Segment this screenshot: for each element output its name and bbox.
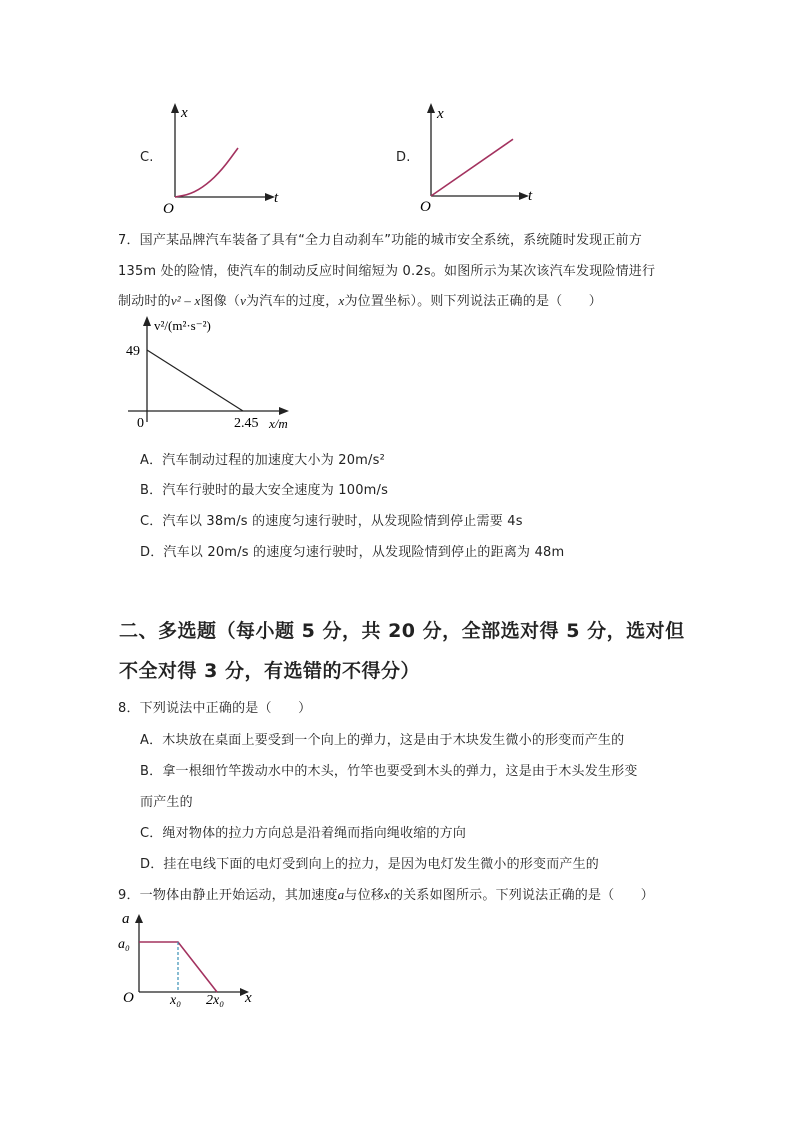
q7-line-1: 7．国产某品牌汽车装备了具有“全力自动刹车”功能的城市安全系统，系统随时发现正前方 (118, 233, 642, 248)
q9-graph-x-tick-2: 2x₀ (206, 993, 225, 1008)
q7-graph (120, 312, 300, 437)
q9-graph-x-tick-1: x₀ (170, 993, 182, 1008)
q7-line-3-c: 图像（ (200, 294, 241, 309)
q9-stem-a: 9．一物体由静止开始运动，其加速度 (118, 888, 338, 903)
q7-line-3-g: 为位置坐标）。则下列说法正确的是（ ） (344, 294, 602, 309)
q8-option-c: C．绳对物体的拉力方向总是沿着绳而指向绳收缩的方向 (140, 826, 467, 841)
graph-c-y-arrow (171, 103, 179, 113)
q7-line-3-f: x (338, 293, 345, 308)
graph-d-y-arrow (427, 103, 435, 113)
q7-line-3-a: 制动时的 (118, 294, 171, 309)
q9-stem-b: a (337, 887, 345, 902)
graph-c-curve (175, 148, 238, 197)
q7-option-a: A．汽车制动过程的加速度大小为 20m/s² (140, 453, 385, 468)
q9-graph (114, 906, 264, 1011)
graph-d-y-label: x (437, 106, 444, 122)
q9-stem (118, 884, 654, 903)
q7-line-3-b: v² – x (170, 293, 201, 308)
q8-option-b-line-2: 而产生的 (140, 795, 193, 810)
q9-graph-y-tick: a₀ (118, 937, 130, 952)
q7-graph-y-arrow (143, 316, 151, 326)
q8-option-d: D．挂在电线下面的电灯受到向上的拉力，是因为电灯发生微小的形变而产生的 (140, 857, 600, 872)
q9-graph-y-label: a (122, 911, 130, 927)
graph-d (416, 100, 546, 215)
graph-d-origin: O (420, 199, 431, 215)
q8-option-a: A．木块放在桌面上要受到一个向上的弹力，这是由于木块发生微小的形变而产生的 (140, 733, 625, 748)
q7-graph-y-label: v²/(m²·s⁻²) (154, 318, 211, 333)
q7-option-b: B．汽车行驶时的最大安全速度为 100m/s (140, 483, 389, 498)
graph-d-line (431, 139, 513, 196)
q9-stem-d: x (383, 887, 390, 902)
q7-line-3-e: 为汽车的过度， (246, 294, 339, 309)
section2-heading-line-2: 不全对得 3 分，有选错的不得分） (119, 660, 420, 682)
q9-stem-c: 与位移 (344, 888, 384, 903)
q9-graph-origin: O (123, 990, 134, 1006)
q7-graph-x-label: x/m (269, 416, 288, 431)
section2-heading-line-1: 二、多选题（每小题 5 分，共 20 分，全部选对得 5 分，选对但 (119, 620, 685, 642)
graph-c-y-label: x (181, 105, 188, 121)
q7-graph-y-tick: 49 (126, 344, 140, 359)
q8-option-b-line-1: B．拿一根细竹竿拨动水中的木头，竹竿也要受到木头的弹力，这是由于木头发生形变 (140, 764, 638, 779)
q7-graph-origin: 0 (137, 416, 144, 431)
q9-stem-e: 的关系如图所示。下列说法正确的是（ ） (389, 888, 654, 903)
q7-option-d: D．汽车以 20m/s 的速度匀速行驶时，从发现险情到停止的距离为 48m (140, 545, 565, 560)
q8-stem: 8．下列说法中正确的是（ ） (118, 701, 312, 716)
q7-graph-x-tick: 2.45 (234, 416, 259, 431)
q7-line-2: 135m 处的险情，使汽车的制动反应时间缩短为 0.2s。如图所示为某次该汽车发现险情进行 (118, 264, 656, 279)
q9-graph-x-label: x (245, 990, 252, 1006)
q7-line-3 (118, 290, 602, 309)
q9-graph-y-arrow (135, 914, 143, 923)
q7-graph-line (147, 350, 243, 411)
q7-graph-x-arrow (279, 407, 289, 415)
graph-d-x-label: t (528, 188, 533, 204)
graph-c (160, 100, 290, 215)
option-c-label: C. (140, 150, 154, 165)
q7-option-c: C．汽车以 38m/s 的速度匀速行驶时，从发现险情到停止需要 4s (140, 514, 523, 529)
option-d-label: D. (396, 150, 411, 165)
q7-line-3-d: v (240, 293, 247, 308)
graph-c-origin: O (163, 201, 174, 215)
graph-c-x-label: t (274, 190, 279, 206)
